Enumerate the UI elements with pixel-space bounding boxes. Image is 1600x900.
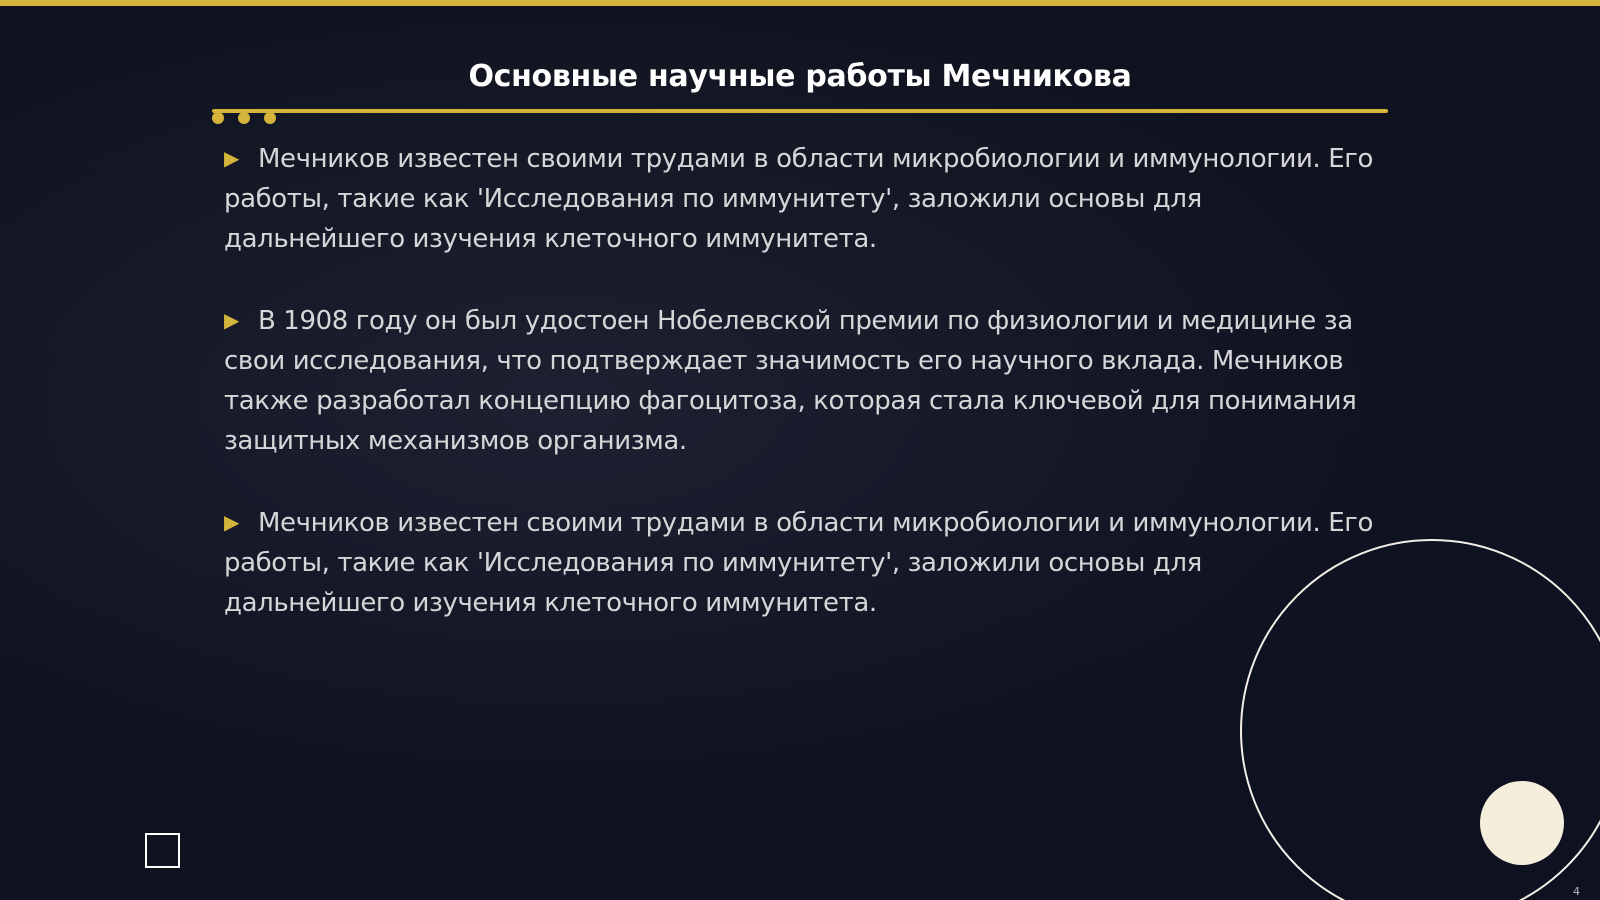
bullet-list [224,138,1384,664]
page-number: 4 [1573,885,1580,898]
underline-dot [212,112,224,124]
triangle-bullet-icon: ▶ [224,146,239,170]
decorative-square-outline [145,833,180,868]
top-accent-bar [0,0,1600,6]
decorative-filled-circle [1480,781,1564,865]
bullet-item [224,138,1384,259]
triangle-bullet-icon: ▶ [224,308,239,332]
bullet-text: Мечников известен своими трудами в области микробиологии и иммунологии. Его работы, такие как 'Исследования по иммунитету', заложили основы для дальнейшего изучения клеточного иммунитета. [224,508,1374,618]
underline-dot [264,112,276,124]
bullet-item [224,502,1384,623]
bullet-text: В 1908 году он был удостоен Нобелевской премии по физиологии и медицине за свои исследования, что подтверждает значимость его научного вклада. Мечников также разработал концепцию фагоцитоза, которая стала ключевой для понимания защитных механизмов организма. [224,306,1357,456]
bullet-text: Мечников известен своими трудами в области микробиологии и иммунологии. Его работы, такие как 'Исследования по иммунитету', заложили основы для дальнейшего изучения клеточного иммунитета. [224,144,1374,254]
title-underline [212,109,1388,113]
underline-dot [238,112,250,124]
slide-title: Основные научные работы Мечникова [468,59,1132,94]
bullet-item [224,300,1384,461]
triangle-bullet-icon: ▶ [224,510,239,534]
